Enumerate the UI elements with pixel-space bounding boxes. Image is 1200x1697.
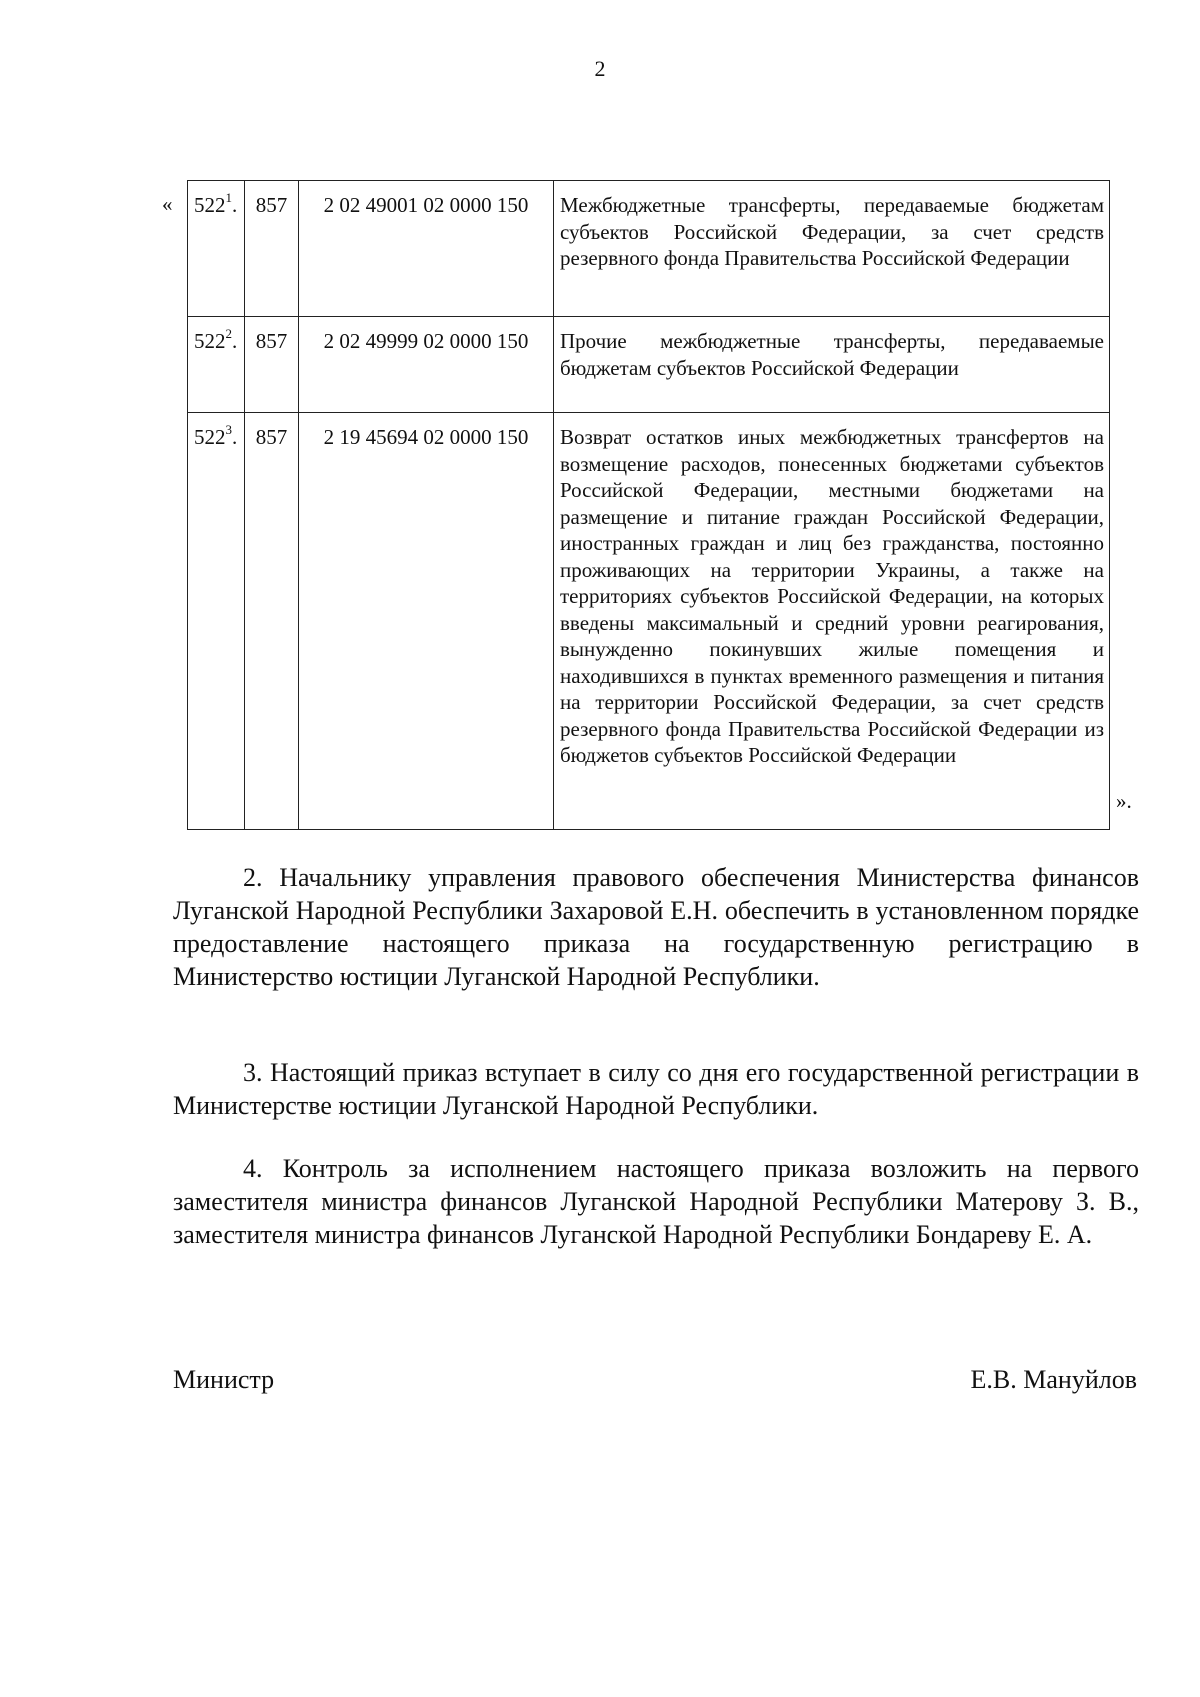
budget-code-cell: 2 02 49001 02 0000 150	[299, 181, 554, 317]
row-number: 522	[194, 193, 226, 217]
row-number-suffix: .	[232, 193, 238, 217]
description-cell: Межбюджетные трансферты, передаваемые бюджетам субъектов Российской Федерации, за счет средств резервного фонда Правительства Российской Федерации	[554, 181, 1110, 317]
admin-code-cell: 857	[245, 181, 299, 317]
signature-title: Министр	[173, 1365, 275, 1394]
row-number: 522	[194, 425, 226, 449]
page-number: 2	[594, 56, 606, 81]
table-row	[188, 181, 1110, 317]
row-number-cell	[188, 181, 245, 317]
admin-code-cell: 857	[245, 317, 299, 413]
row-number: 522	[194, 329, 226, 353]
paragraph-3: 3. Настоящий приказ вступает в силу со дня его государственной регистрации в Министерстве юстиции Луганской Народной Республики.	[173, 1058, 1139, 1120]
row-number-superscript: 3	[225, 422, 232, 437]
paragraph-4: 4. Контроль за исполнением настоящего приказа возложить на первого заместителя министра финансов Луганской Народной Республики Матерову З. В., заместителя министра финансов Луганской Народной Республики Бондареву Е. А.	[173, 1154, 1139, 1249]
budget-code-cell: 2 02 49999 02 0000 150	[299, 317, 554, 413]
row-number-cell	[188, 413, 245, 830]
paragraph-2: 2. Начальнику управления правового обеспечения Министерства финансов Луганской Народной Республики Захаровой Е.Н. обеспечить в установленном порядке предоставление настоящего приказа на государственную регистрацию в Министерство юстиции Луганской Народной Республики.	[173, 863, 1139, 991]
signature-name: Е.В. Мануйлов	[970, 1365, 1137, 1394]
admin-code-cell: 857	[245, 413, 299, 830]
table-row	[188, 317, 1110, 413]
budget-codes-table	[187, 180, 1110, 830]
row-number-suffix: .	[232, 329, 238, 353]
closing-quote: ».	[1116, 789, 1132, 813]
row-number-superscript: 1	[225, 190, 232, 205]
row-number-cell	[188, 317, 245, 413]
row-number-suffix: .	[232, 425, 238, 449]
opening-quote: «	[162, 192, 173, 216]
table-row	[188, 413, 1110, 830]
description-cell: Возврат остатков иных межбюджетных трансфертов на возмещение расходов, понесенных бюджетами субъектов Российской Федерации, местными бюджетами на размещение и питание граждан Российской Федерации, иностранных граждан и лиц без гражданства, постоянно проживающих на территории Украины, а также на территориях субъектов Российской Федерации, на которых введены максимальный и средний уровни реагирования, вынужденно покинувших жилые помещения и находившихся в пунктах временного размещения и питания на территории Российской Федерации, за счет средств резервного фонда Правительства Российской Федерации из бюджетов субъектов Российской Федерации	[554, 413, 1110, 830]
row-number-superscript: 2	[225, 326, 232, 341]
description-cell: Прочие межбюджетные трансферты, передаваемые бюджетам субъектов Российской Федерации	[554, 317, 1110, 413]
budget-code-cell: 2 19 45694 02 0000 150	[299, 413, 554, 830]
